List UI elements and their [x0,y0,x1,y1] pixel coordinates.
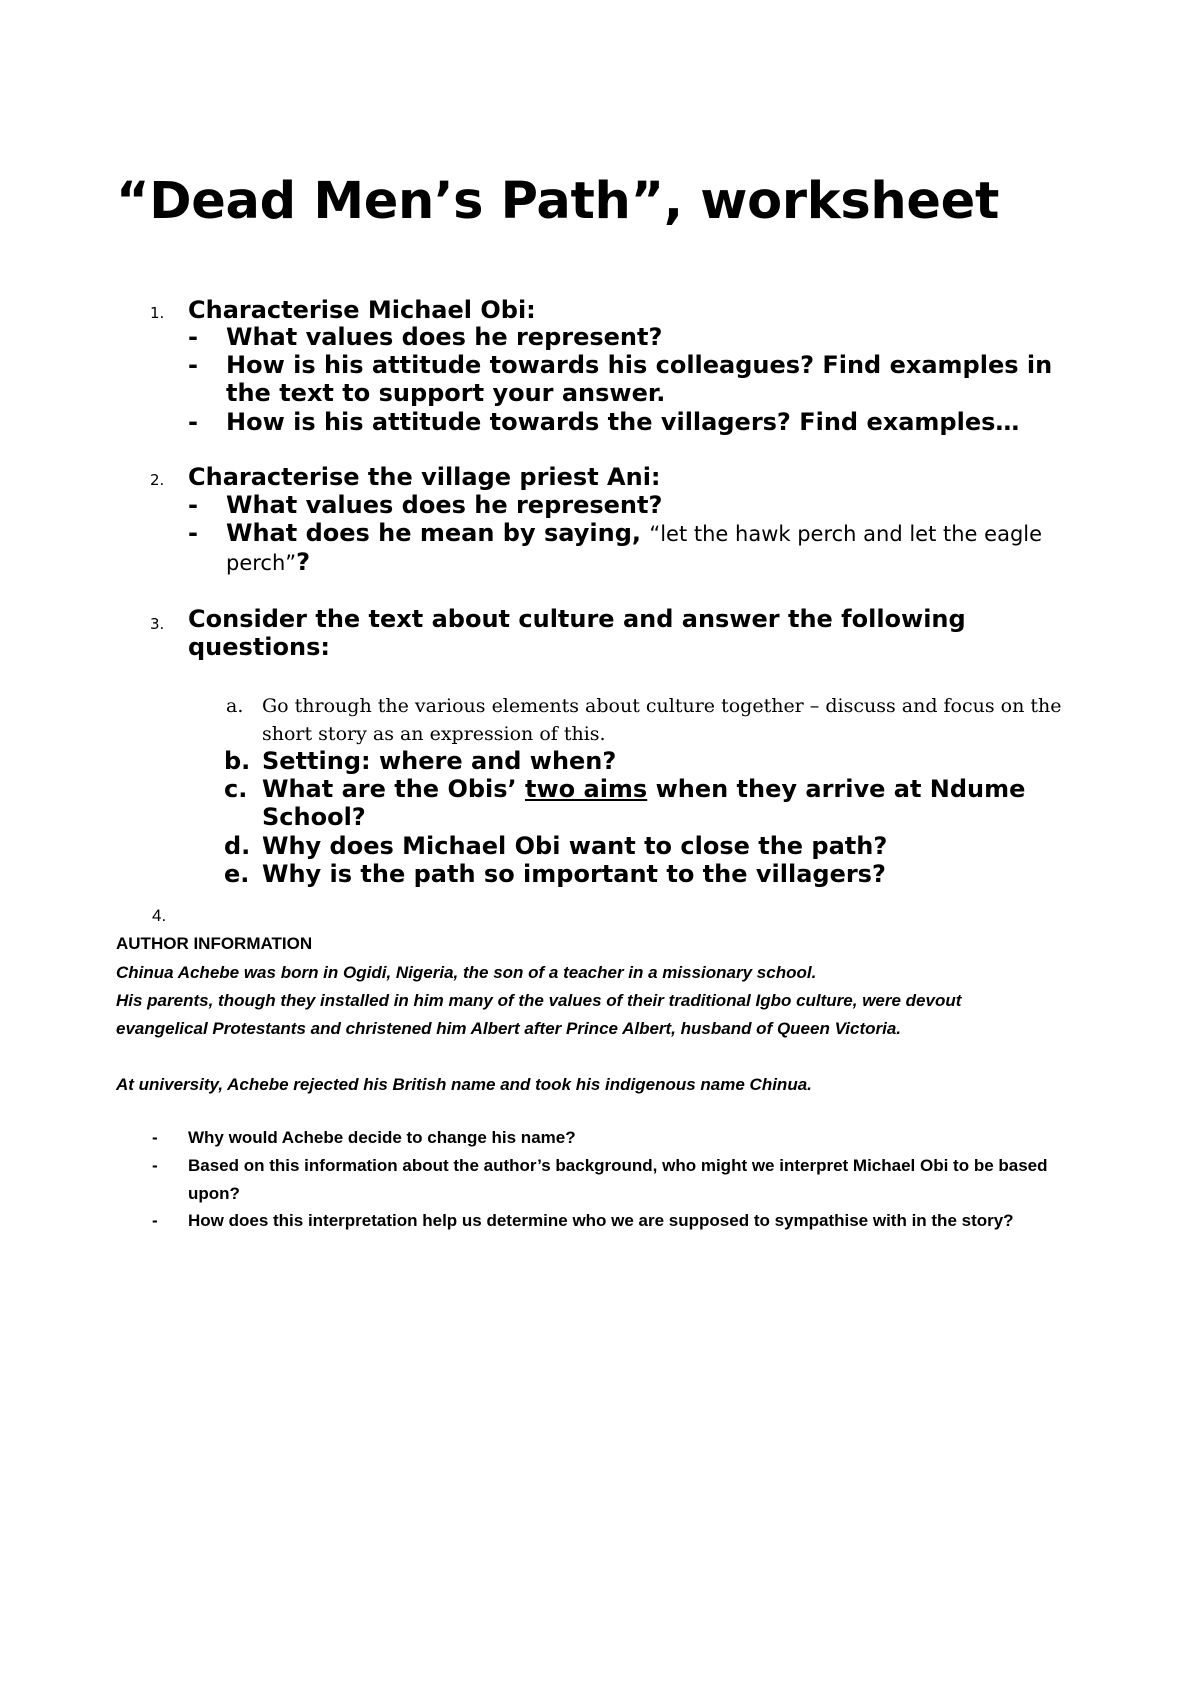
bullet-dash: - [152,1156,158,1175]
question-1-item-3: How is his attitude towards the villagers? Find examples… [226,408,1020,436]
bullet-dash: - [152,1128,158,1147]
author-paragraph-2: His parents, though they installed in him many of the values of their traditional Igbo culture, were devout evangelical Protestants and christened him Albert after Prince Albert, husband of Queen Victoria. [116,991,962,1038]
question-2-heading: Characterise the village priest Ani: [188,463,661,491]
bullet-dash: - [188,408,198,436]
question-3-e-text: Why is the path so important to the villagers? [262,860,886,888]
bullet-dash: - [188,491,198,519]
question-2-item-2-lead: What does he mean by saying, [226,519,641,547]
question-4-number: 4. [152,906,167,925]
author-question-3: How does this interpretation help us determine who we are supposed to sympathise with in the story? [188,1211,1014,1230]
question-3-d-label: d. [224,832,251,860]
question-1-number: 1. [150,304,165,322]
bullet-dash: - [188,519,198,547]
worksheet-title: “Dead Men’s Path”, worksheet [116,172,1000,231]
question-1-item-2: How is his attitude towards his colleagues? Find examples in the text to support your answer. [226,351,1053,407]
question-3-b-text: Setting: where and when? [262,747,617,775]
question-3-number: 3. [150,615,165,633]
question-2-number: 2. [150,471,165,489]
question-1-item-1: What values does he represent? [226,323,663,351]
question-3-a-label: a. [226,695,244,717]
question-2-item-1: What values does he represent? [226,491,663,519]
question-3-heading: Consider the text about culture and answer the following questions: [188,605,966,661]
question-3-c-pre: What are the Obis’ [262,775,517,803]
bullet-dash: - [188,323,198,351]
question-3-c-post: when they arrive at Ndume School? [262,775,1026,831]
author-paragraph-3: At university, Achebe rejected his British name and took his indigenous name Chinua. [116,1075,812,1094]
question-3-c-text [262,775,1092,831]
question-3-d-text: Why does Michael Obi want to close the path? [262,832,888,860]
bullet-dash: - [152,1211,158,1230]
question-1-heading: Characterise Michael Obi: [188,296,536,324]
question-3-a-text: Go through the various elements about culture together – discuss and focus on the short story as an expression of this. [262,695,1062,745]
question-2-item-2-end: ? [296,548,311,576]
bullet-dash: - [188,351,198,379]
hawk-eagle-quote: “let the hawk perch and let the eagle perch” [226,522,1043,575]
question-3-e-label: e. [224,860,250,888]
question-3-c-label: c. [224,775,248,803]
author-paragraph-1: Chinua Achebe was born in Ogidi, Nigeria, the son of a teacher in a missionary school. [116,963,817,982]
author-question-1: Why would Achebe decide to change his name? [188,1128,576,1147]
question-3-b-label: b. [224,747,251,775]
author-information-heading: AUTHOR INFORMATION [116,934,313,953]
author-question-2: Based on this information about the author’s background, who might we interpret Michael Obi to be based upon? [188,1156,1048,1203]
two-aims-underlined: two aims [525,775,648,803]
question-2-item-2 [226,519,1076,577]
